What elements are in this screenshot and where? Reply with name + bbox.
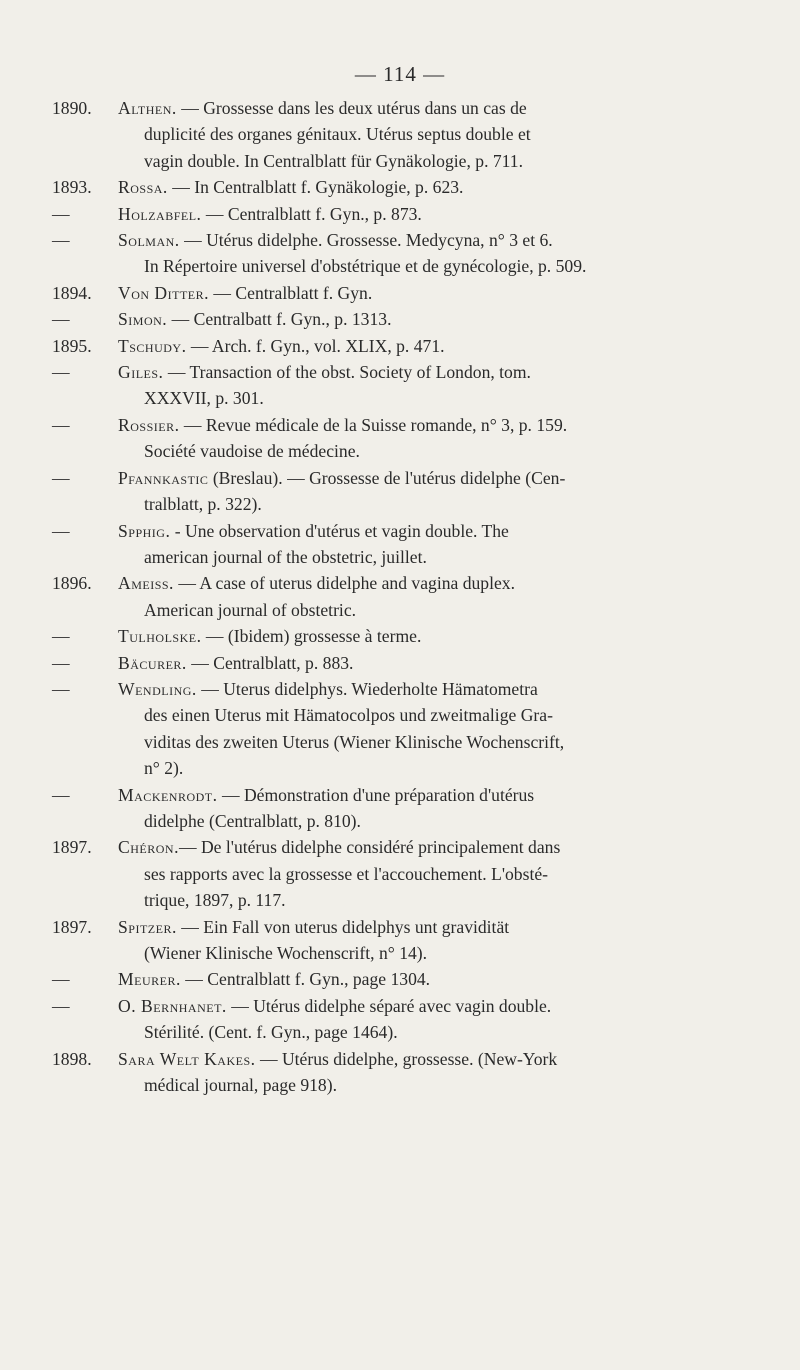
bibliography-entry bbox=[52, 306, 757, 332]
entry-text: Centralblatt f. Gyn., p. 873. bbox=[227, 203, 422, 224]
entry-line bbox=[118, 993, 757, 1019]
entry-text: Uterus didelphys. Wiederholte Hämatometra bbox=[223, 678, 538, 699]
entry-line bbox=[118, 729, 757, 755]
entry-text: Utérus didelphe. Grossesse. Medycyna, n° 3 et 6. bbox=[206, 230, 553, 251]
entry-author: Bäcurer. bbox=[118, 652, 187, 673]
entry-text: (Ibidem) grossesse à terme. bbox=[227, 626, 422, 647]
entry-line bbox=[118, 650, 757, 676]
entry-author: Sara Welt Kakes. bbox=[118, 1048, 256, 1069]
entry-text: (Breslau). — Grossesse de l'utérus didelphe (Cen- bbox=[212, 467, 566, 488]
entry-body bbox=[116, 174, 757, 200]
entry-body bbox=[116, 570, 757, 623]
entry-body bbox=[116, 623, 757, 649]
entry-separator: — bbox=[201, 203, 228, 224]
entry-text: n° 2). bbox=[144, 758, 184, 779]
entry-body bbox=[116, 518, 757, 571]
entry-author: Holzabfel. bbox=[118, 203, 202, 224]
entry-author: Pfannkastic bbox=[118, 467, 209, 488]
entry-year: — bbox=[52, 362, 70, 383]
entry-body bbox=[116, 966, 757, 992]
entry-body bbox=[116, 650, 757, 676]
entry-author: Mackenrodt. bbox=[118, 784, 218, 805]
entry-text: Arch. f. Gyn., vol. XLIX, p. 471. bbox=[211, 335, 445, 356]
entry-line bbox=[118, 702, 757, 728]
entry-separator: — bbox=[179, 414, 206, 435]
bibliography-entry bbox=[52, 623, 757, 649]
entry-line bbox=[118, 121, 757, 147]
entry-year: 1898. bbox=[52, 1048, 92, 1069]
entry-line bbox=[118, 914, 757, 940]
entry-text: ses rapports avec la grossesse et l'accouchement. L'obsté- bbox=[144, 863, 549, 884]
entry-author: Chéron. bbox=[118, 837, 179, 858]
entry-line bbox=[118, 570, 757, 596]
entry-separator: — bbox=[173, 573, 200, 594]
entry-year: — bbox=[52, 520, 70, 541]
entry-text: Une observation d'utérus et vagin double. The bbox=[185, 520, 509, 541]
entry-text: Société vaudoise de médecine. bbox=[144, 441, 360, 462]
entry-body bbox=[116, 676, 757, 782]
entry-author: Ameiss. bbox=[118, 573, 174, 594]
entry-year: — bbox=[52, 467, 70, 488]
entry-line bbox=[118, 306, 757, 332]
entry-line bbox=[118, 676, 757, 702]
entry-year: 1894. bbox=[52, 282, 92, 303]
entry-separator: - bbox=[170, 520, 186, 541]
entry-year: 1897. bbox=[52, 837, 92, 858]
entry-body bbox=[116, 333, 757, 359]
bibliography-entry bbox=[52, 782, 757, 835]
entry-year: — bbox=[52, 678, 70, 699]
entry-line bbox=[118, 755, 757, 781]
entry-body bbox=[116, 1046, 757, 1099]
entry-author: O. Bernhanet. bbox=[118, 995, 227, 1016]
entry-body bbox=[116, 993, 757, 1046]
entry-line bbox=[118, 834, 757, 860]
entry-text: De l'utérus didelphe considéré principalement dans bbox=[200, 837, 561, 858]
entry-line bbox=[118, 227, 757, 253]
entry-text: duplicité des organes génitaux. Utérus septus double et bbox=[144, 124, 531, 145]
entry-separator: — bbox=[209, 282, 236, 303]
entry-body bbox=[116, 834, 757, 913]
entry-text: Revue médicale de la Suisse romande, n° 3, p. 159. bbox=[205, 414, 568, 435]
entry-text: Transaction of the obst. Society of London, tom. bbox=[189, 362, 531, 383]
entry-line bbox=[118, 808, 757, 834]
entry-separator: — bbox=[176, 98, 204, 118]
entry-body bbox=[116, 201, 757, 227]
bibliography-entry bbox=[52, 966, 757, 992]
bibliography-entry bbox=[52, 280, 757, 306]
entry-year: — bbox=[52, 784, 70, 805]
entry-text: Utérus didelphe, grossesse. (New-York bbox=[281, 1048, 558, 1069]
entry-line bbox=[118, 201, 757, 227]
entry-body bbox=[116, 412, 757, 465]
entry-text: trique, 1897, p. 117. bbox=[144, 890, 286, 911]
entry-line bbox=[118, 174, 757, 200]
entry-line bbox=[118, 966, 757, 992]
entry-separator: — bbox=[186, 335, 212, 356]
entry-text: Centralbatt f. Gyn., p. 1313. bbox=[193, 309, 392, 330]
entry-text: Stérilité. (Cent. f. Gyn., page 1464). bbox=[144, 1022, 398, 1043]
entry-line bbox=[118, 280, 757, 306]
bibliography-entry bbox=[52, 174, 757, 200]
entry-separator: — bbox=[179, 230, 207, 251]
entry-separator: — bbox=[163, 362, 190, 383]
entry-text: Centralblatt f. Gyn., page 1304. bbox=[207, 969, 431, 990]
entry-year: — bbox=[52, 414, 70, 435]
entry-line bbox=[118, 359, 757, 385]
entry-text: (Wiener Klinische Wochenscrift, n° 14). bbox=[144, 943, 428, 963]
entry-year: — bbox=[52, 309, 70, 330]
bibliography-entry bbox=[52, 914, 757, 967]
entry-year: — bbox=[52, 626, 70, 647]
entry-author: Althen. bbox=[118, 98, 177, 118]
entry-author: Meurer. bbox=[118, 969, 181, 990]
entry-text: XXXVII, p. 301. bbox=[144, 388, 264, 409]
entry-year: — bbox=[52, 969, 70, 990]
entry-year: — bbox=[52, 652, 70, 673]
entry-line bbox=[118, 518, 757, 544]
entry-text: Ein Fall von uterus didelphys unt gravidität bbox=[203, 916, 510, 937]
entry-line bbox=[118, 544, 757, 570]
entry-year: 1896. bbox=[52, 573, 92, 594]
entry-line bbox=[118, 623, 757, 649]
entry-year: 1893. bbox=[52, 177, 92, 198]
entry-author: Tschudy. bbox=[118, 335, 187, 356]
entry-author: Spitzer. bbox=[118, 916, 177, 937]
entry-text: viditas des zweiten Uterus (Wiener Klinische Wochenscrift, bbox=[144, 731, 565, 752]
entry-line bbox=[118, 385, 757, 411]
entry-separator: — bbox=[196, 678, 224, 699]
entry-author: Simon. bbox=[118, 309, 168, 330]
entry-separator: — bbox=[176, 916, 204, 937]
entry-year: — bbox=[52, 203, 70, 224]
entry-separator: — bbox=[226, 995, 254, 1016]
entry-body bbox=[116, 914, 757, 967]
entry-separator: — bbox=[167, 177, 195, 198]
entry-author: Tulholske. bbox=[118, 626, 202, 647]
bibliography-list bbox=[52, 95, 757, 1098]
entry-line bbox=[118, 782, 757, 808]
bibliography-entry bbox=[52, 518, 757, 571]
entry-author: Giles. bbox=[118, 362, 164, 383]
entry-text: Centralblatt, p. 883. bbox=[213, 652, 354, 673]
entry-year: — bbox=[52, 230, 70, 251]
entry-line bbox=[118, 1046, 757, 1072]
entry-separator: — bbox=[186, 652, 214, 673]
bibliography-entry bbox=[52, 1046, 757, 1099]
bibliography-entry bbox=[52, 570, 757, 623]
entry-body bbox=[116, 227, 757, 280]
bibliography-entry bbox=[52, 201, 757, 227]
entry-text: In Centralblatt f. Gynäkologie, p. 623. bbox=[194, 177, 464, 198]
entry-body bbox=[116, 782, 757, 835]
entry-text: médical journal, page 918). bbox=[144, 1075, 337, 1096]
bibliography-entry bbox=[52, 333, 757, 359]
entry-separator: — bbox=[255, 1048, 282, 1069]
entry-line bbox=[118, 148, 757, 174]
bibliography-entry bbox=[52, 650, 757, 676]
entry-year: — bbox=[52, 995, 70, 1016]
entry-line bbox=[118, 95, 757, 121]
entry-year: 1895. bbox=[52, 335, 92, 356]
bibliography-entry bbox=[52, 676, 757, 782]
entry-text: American journal of obstetric. bbox=[144, 599, 357, 620]
entry-line bbox=[118, 940, 757, 966]
entry-text: didelphe (Centralblatt, p. 810). bbox=[144, 810, 361, 831]
entry-text: des einen Uterus mit Hämatocolpos und zweitmalige Gra- bbox=[144, 705, 553, 726]
entry-separator: — bbox=[201, 626, 228, 647]
entry-separator: — bbox=[178, 837, 201, 858]
entry-year: 1890. bbox=[52, 98, 92, 118]
entry-text: Utérus didelphe séparé avec vagin double. bbox=[253, 995, 552, 1016]
bibliography-entry bbox=[52, 227, 757, 280]
entry-line bbox=[118, 861, 757, 887]
entry-text: Démonstration d'une préparation d'utérus bbox=[243, 784, 535, 805]
entry-text: In Répertoire universel d'obstétrique et de gynécologie, p. 509. bbox=[144, 256, 587, 277]
bibliography-entry bbox=[52, 412, 757, 465]
entry-author: Solman. bbox=[118, 230, 180, 251]
entry-line bbox=[118, 438, 757, 464]
entry-author: Rossier. bbox=[118, 414, 180, 435]
entry-line bbox=[118, 597, 757, 623]
bibliography-entry bbox=[52, 993, 757, 1046]
bibliography-entry bbox=[52, 834, 757, 913]
entry-body bbox=[116, 95, 757, 174]
entry-separator: — bbox=[180, 969, 208, 990]
entry-body bbox=[116, 465, 757, 518]
entry-line bbox=[118, 887, 757, 913]
entry-line bbox=[118, 253, 757, 279]
entry-author: Spphig. bbox=[118, 520, 171, 541]
entry-line bbox=[118, 491, 757, 517]
entry-line bbox=[118, 333, 757, 359]
entry-text: tralblatt, p. 322). bbox=[144, 494, 262, 515]
entry-body bbox=[116, 306, 757, 332]
entry-body bbox=[116, 359, 757, 412]
entry-line bbox=[118, 1072, 757, 1098]
entry-text: Centralblatt f. Gyn. bbox=[235, 282, 373, 303]
entry-text: A case of uterus didelphe and vagina duplex. bbox=[199, 573, 515, 594]
page-number: — 114 — bbox=[354, 62, 446, 86]
bibliography-entry bbox=[52, 465, 757, 518]
entry-author: Wendling. bbox=[118, 678, 197, 699]
entry-text: Grossesse dans les deux utérus dans un cas de bbox=[203, 98, 527, 118]
entry-text: american journal of the obstetric, juillet. bbox=[144, 546, 427, 567]
entry-body bbox=[116, 280, 757, 306]
entry-line bbox=[118, 465, 757, 491]
entry-year: 1897. bbox=[52, 916, 92, 937]
entry-line bbox=[118, 412, 757, 438]
bibliography-entry bbox=[52, 359, 757, 412]
bibliography-entry bbox=[52, 95, 757, 174]
entry-line bbox=[118, 1019, 757, 1045]
entry-separator: — bbox=[167, 309, 194, 330]
entry-separator: — bbox=[217, 784, 244, 805]
entry-author: Rossa. bbox=[118, 177, 168, 198]
entry-text: vagin double. In Centralblatt für Gynäkologie, p. 711. bbox=[144, 150, 523, 171]
entry-author: Von Ditter. bbox=[118, 282, 210, 303]
